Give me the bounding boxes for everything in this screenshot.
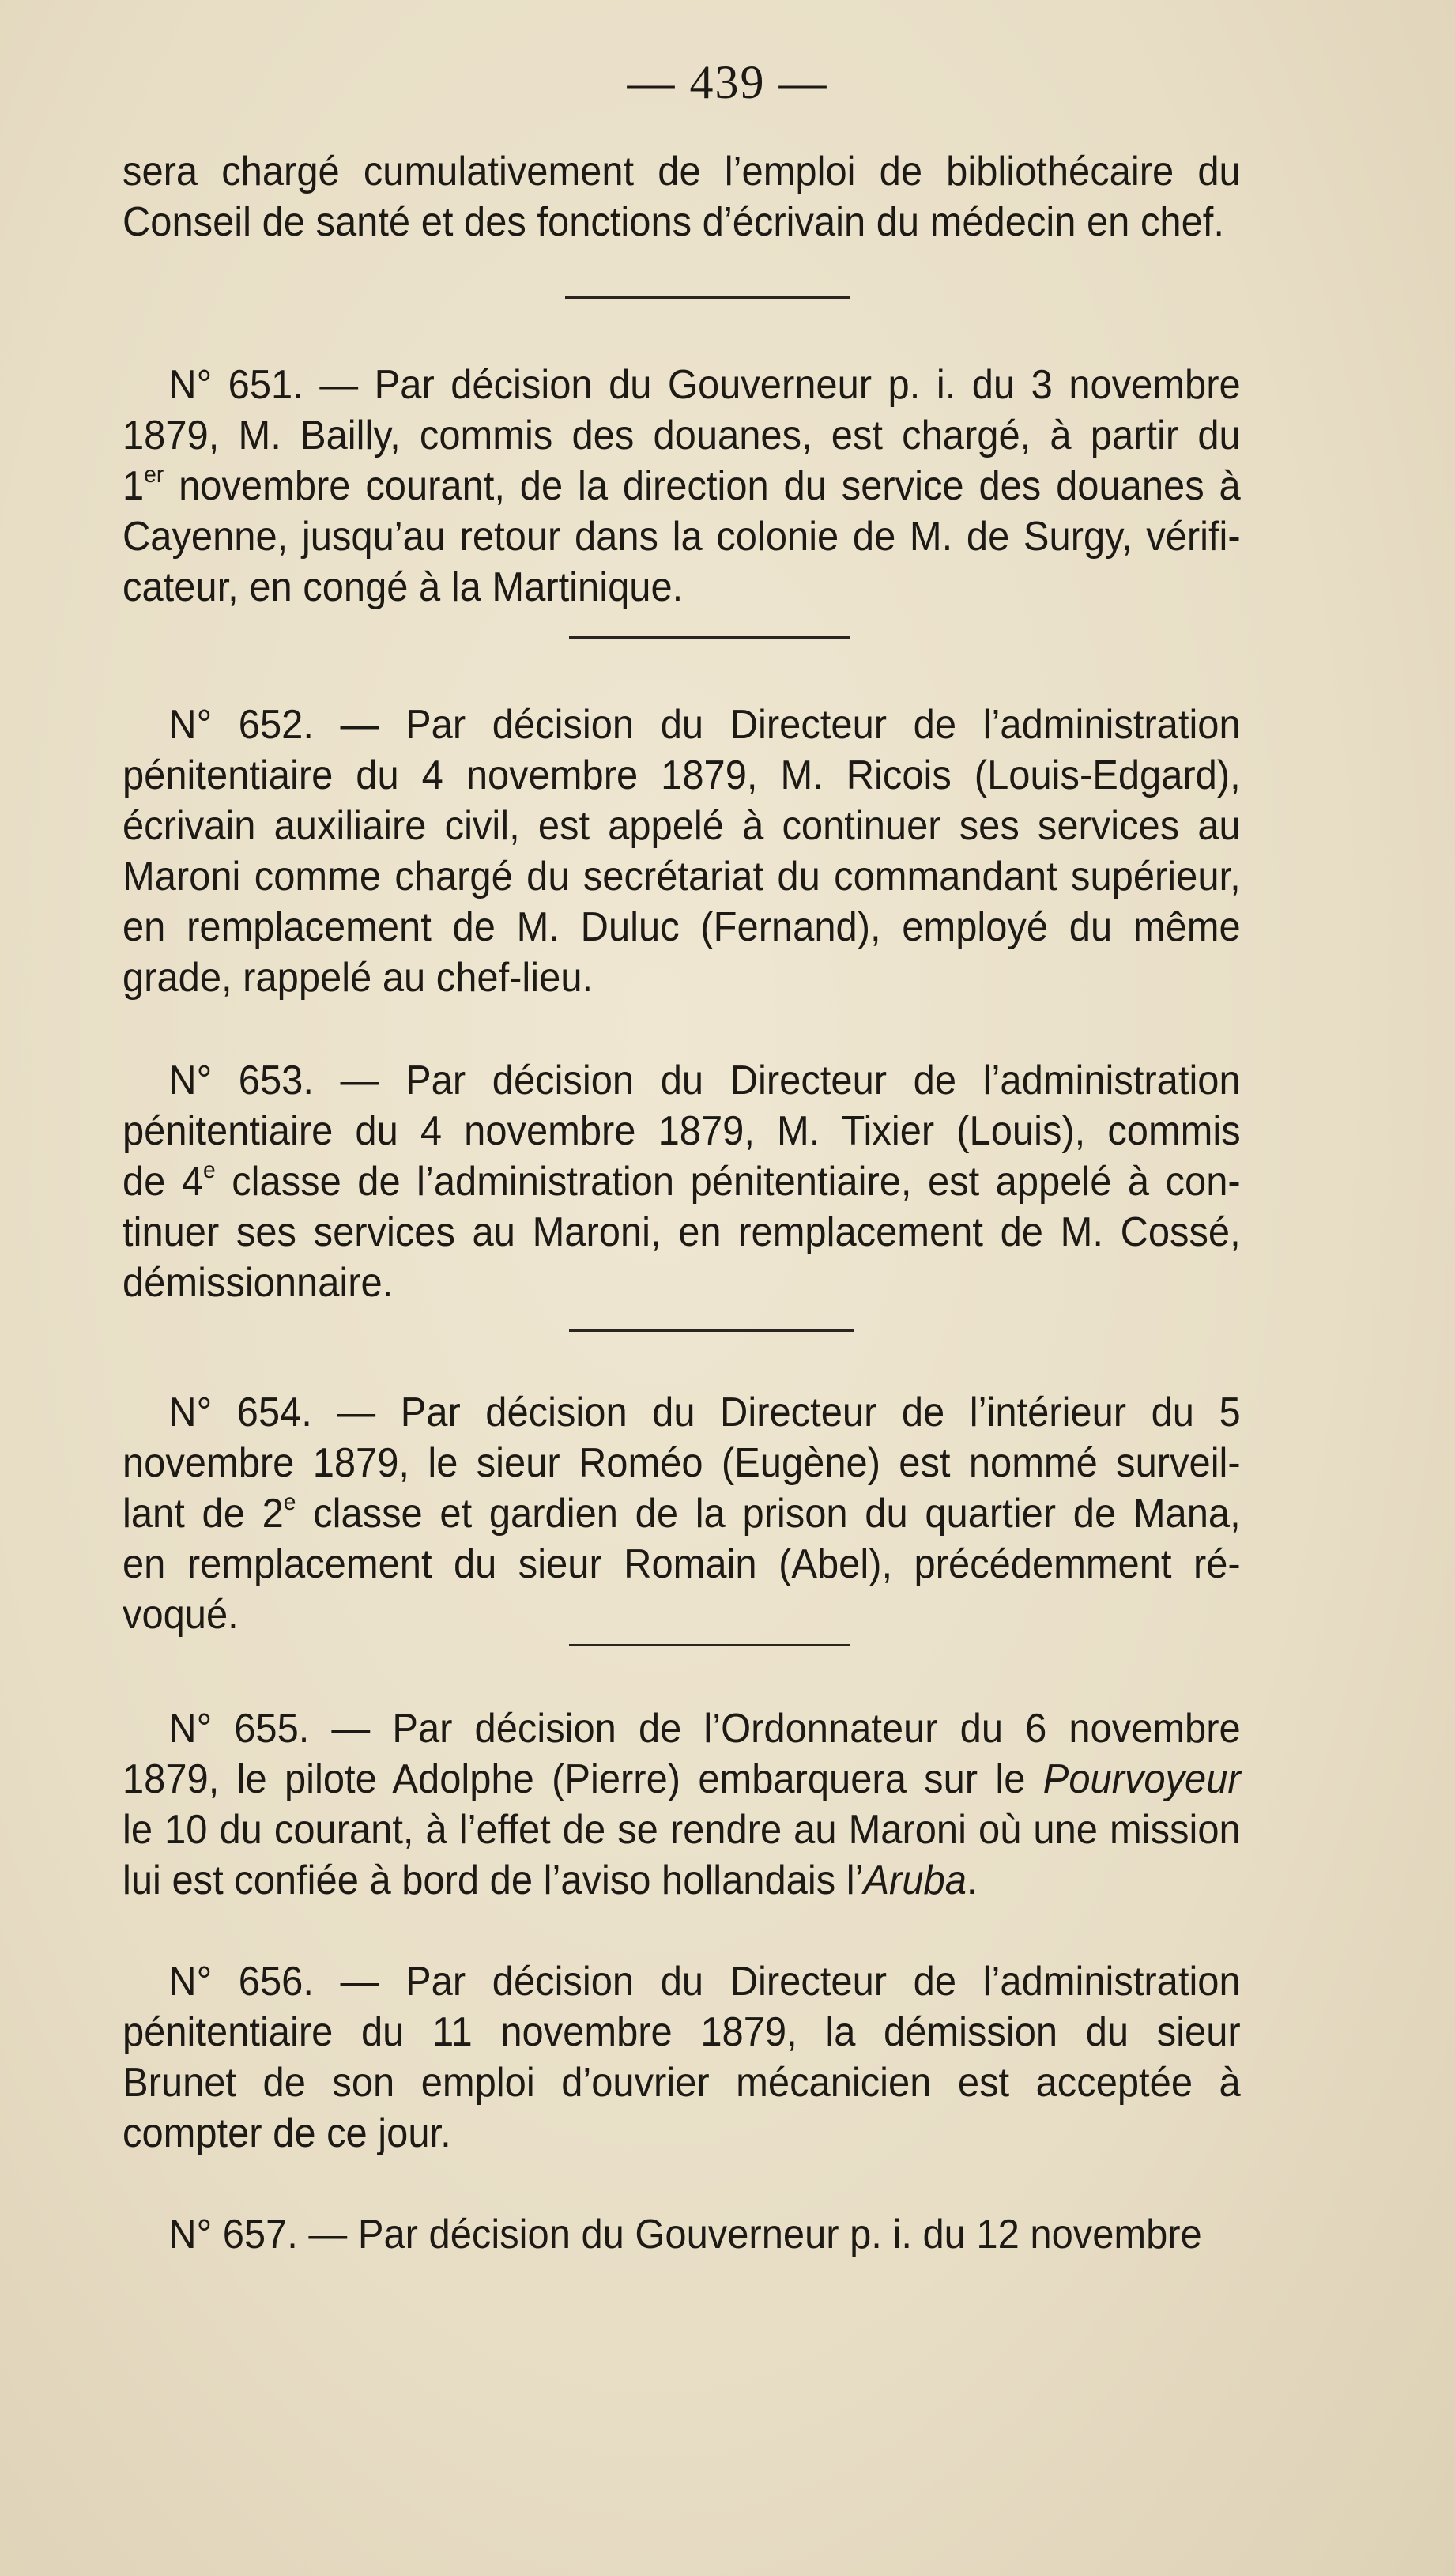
separator-rule xyxy=(565,296,850,299)
entry-651 xyxy=(123,360,1241,613)
text-line: le 10 du courant, à l’effet de se rendre au Maroni où une mission xyxy=(123,1807,1241,1853)
ship-name: Pourvoyeur xyxy=(1042,1756,1241,1802)
text-line: Maroni comme chargé du secrétariat du commandant supérieur, xyxy=(123,854,1241,900)
superscript: e xyxy=(203,1157,216,1183)
text-line: Brunet de son emploi d’ouvrier mécanicien est acceptée à xyxy=(123,2060,1241,2106)
text-line: N° 652. — Par décision du Directeur de l’administration xyxy=(168,702,1241,748)
entry-656 xyxy=(123,1956,1241,2159)
text-line: lui est confiée à bord de l’aviso hollandais l’Aruba. xyxy=(123,1858,978,1903)
text-line: 1879, M. Bailly, commis des douanes, est chargé, à partir du xyxy=(123,413,1241,458)
page-number: — 439 — xyxy=(627,56,828,108)
text-line: novembre 1879, le sieur Roméo (Eugène) est nommé surveil- xyxy=(123,1440,1241,1486)
entry-number: N° 651. xyxy=(168,362,303,408)
text-line: grade, rappelé au chef-lieu. xyxy=(123,955,594,1001)
text-line: cateur, en congé à la Martinique. xyxy=(123,564,684,610)
entry-654 xyxy=(123,1387,1241,1640)
text-line: N° 655. — Par décision de l’Ordonnateur du 6 novembre xyxy=(168,1706,1241,1752)
text-line: lant de 2e classe et gardien de la prison du quartier de Mana, xyxy=(123,1489,1241,1537)
superscript: e xyxy=(283,1489,296,1515)
text-line: en remplacement de M. Duluc (Fernand), employé du même xyxy=(123,904,1241,950)
text-line: démissionnaire. xyxy=(123,1260,394,1306)
text-line: pénitentiaire du 4 novembre 1879, M. Tixier (Louis), commis xyxy=(123,1108,1241,1154)
entry-number: N° 655. xyxy=(168,1706,310,1752)
ship-name: Aruba xyxy=(863,1858,967,1903)
continuation-paragraph xyxy=(123,146,1241,247)
entry-number: N° 656. xyxy=(168,1959,314,2005)
entry-657 xyxy=(123,2209,1241,2260)
entry-655 xyxy=(123,1703,1241,1906)
text-line: Conseil de santé et des fonctions d’écrivain du médecin en chef. xyxy=(123,199,1224,245)
text-line: 1er novembre courant, de la direction du service des douanes à xyxy=(123,462,1241,509)
entry-number: N° 657. xyxy=(168,2212,298,2257)
text-line: en remplacement du sieur Romain (Abel), précédemment ré- xyxy=(123,1541,1241,1587)
separator-rule xyxy=(569,1329,854,1332)
text-line: Cayenne, jusqu’au retour dans la colonie de M. de Surgy, vérifi- xyxy=(123,514,1241,560)
entry-652 xyxy=(123,700,1241,1003)
text-line: voqué. xyxy=(123,1592,239,1638)
text-line: N° 656. — Par décision du Directeur de l’administration xyxy=(168,1959,1241,2005)
entry-653 xyxy=(123,1055,1241,1308)
text-line: N° 653. — Par décision du Directeur de l’administration xyxy=(168,1058,1241,1103)
text-line: tinuer ses services au Maroni, en remplacement de M. Cossé, xyxy=(123,1209,1241,1255)
text-line: pénitentiaire du 11 novembre 1879, la démission du sieur xyxy=(123,2009,1241,2055)
text-line: N° 657. — Par décision du Gouverneur p. i. du 12 novembre xyxy=(168,2212,1202,2257)
text-line: sera chargé cumulativement de l’emploi de bibliothécaire du xyxy=(123,149,1241,194)
text-line: de 4e classe de l’administration pénitentiaire, est appelé à con- xyxy=(123,1157,1241,1205)
text-line: compter de ce jour. xyxy=(123,2110,451,2156)
entry-number: N° 654. xyxy=(168,1390,312,1435)
text-line: pénitentiaire du 4 novembre 1879, M. Ricois (Louis-Edgard), xyxy=(123,752,1241,798)
separator-rule xyxy=(569,636,850,639)
text-line: écrivain auxiliaire civil, est appelé à continuer ses services au xyxy=(123,803,1241,849)
entry-number: N° 652. xyxy=(168,702,314,748)
separator-rule xyxy=(569,1644,850,1646)
superscript: er xyxy=(144,462,164,488)
entry-number: N° 653. xyxy=(168,1058,314,1103)
text-line: 1879, le pilote Adolphe (Pierre) embarquera sur le Pourvoyeur xyxy=(123,1756,1241,1802)
text-line: N° 654. — Par décision du Directeur de l’intérieur du 5 xyxy=(168,1390,1241,1435)
text-line: N° 651. — Par décision du Gouverneur p. i. du 3 novembre xyxy=(168,362,1241,408)
